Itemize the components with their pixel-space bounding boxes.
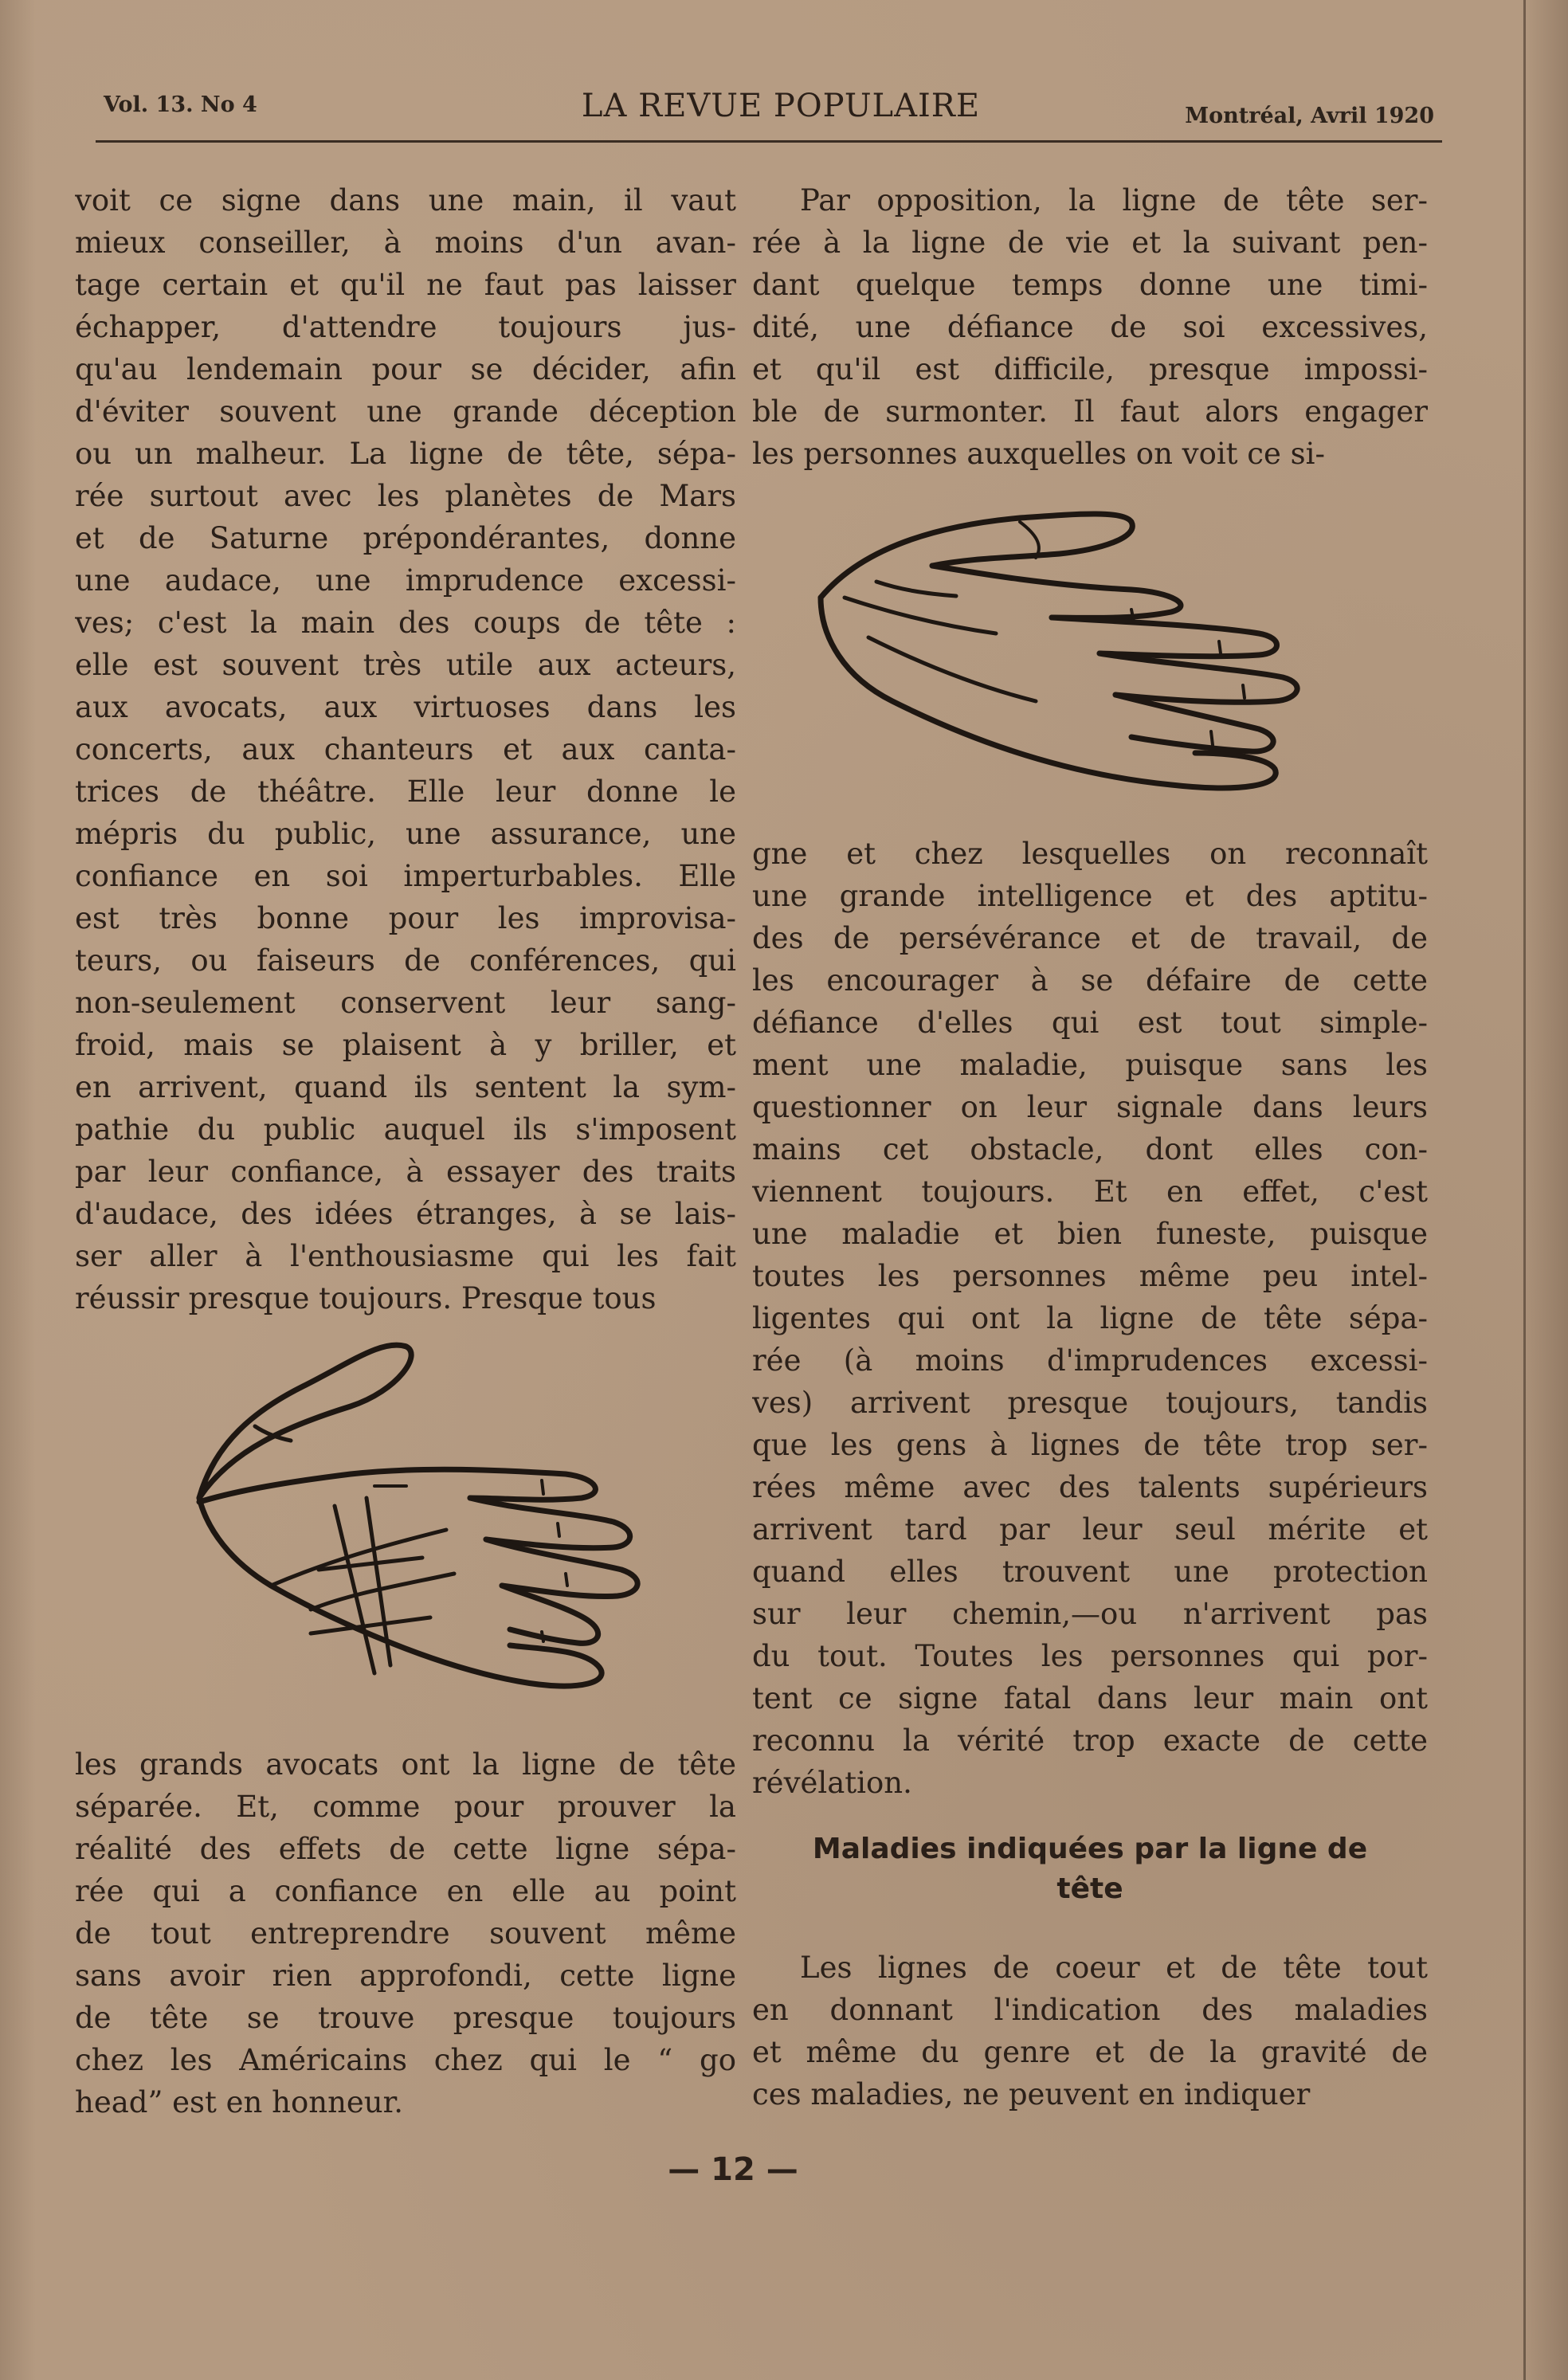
- text-line: quand elles trouvent une protection: [752, 1555, 1428, 1589]
- right-column-text-1: [752, 179, 1428, 475]
- right-column-text-3: [752, 1947, 1428, 2115]
- text-line: défiance d'elles qui est tout simple-: [752, 1006, 1428, 1040]
- text-line: une audace, une imprudence excessi-: [75, 563, 736, 598]
- text-line: concerts, aux chanteurs et aux canta-: [75, 732, 736, 767]
- palm-illustration-separated-head-line: [167, 1331, 725, 1705]
- page-edge-line: [1523, 0, 1526, 2380]
- text-line: et de Saturne prépondérantes, donne: [75, 521, 736, 555]
- volume-label: Vol. 13. No 4: [104, 92, 257, 117]
- page-header: [96, 88, 1442, 135]
- text-line: que les gens à lignes de tête trop ser-: [752, 1428, 1428, 1462]
- text-line: ces maladies, ne peuvent en indiquer: [752, 2077, 1311, 2111]
- text-line: froid, mais se plaisent à y briller, et: [75, 1028, 736, 1062]
- text-line: d'éviter souvent une grande déception: [75, 394, 736, 429]
- place-date: Montréal, Avril 1920: [1185, 104, 1434, 128]
- text-line: dité, une défiance de soi excessives,: [752, 310, 1428, 344]
- header-rule: [96, 140, 1442, 143]
- text-line: rée qui a confiance en elle au point: [75, 1874, 736, 1908]
- section-heading: [752, 1829, 1428, 1909]
- text-line: qu'au lendemain pour se décider, afin: [75, 352, 736, 386]
- right-column-text-2: [752, 833, 1428, 1804]
- page-right-shadow: [1520, 0, 1568, 2380]
- text-line: viennent toujours. Et en effet, c'est: [752, 1174, 1428, 1209]
- section-heading-line-2: tête: [1056, 1872, 1123, 1905]
- text-line: une grande intelligence et des aptitu-: [752, 879, 1428, 913]
- text-line: rée surtout avec les planètes de Mars: [75, 479, 736, 513]
- text-line: non-seulement conservent leur sang-: [75, 986, 736, 1020]
- text-line: mieux conseiller, à moins d'un avan-: [75, 225, 736, 260]
- text-line: rées même avec des talents supérieurs: [752, 1470, 1428, 1504]
- text-line: ble de surmonter. Il faut alors engager: [752, 394, 1428, 429]
- page-number: — 12 —: [668, 2151, 798, 2188]
- text-line: trices de théâtre. Elle leur donne le: [75, 774, 736, 809]
- text-line: d'audace, des idées étranges, à se lais-: [75, 1197, 736, 1231]
- text-line: les grands avocats ont la ligne de tête: [75, 1747, 736, 1782]
- text-line: et même du genre et de la gravité de: [752, 2035, 1428, 2069]
- text-line: Par opposition, la ligne de tête ser-: [800, 183, 1428, 218]
- text-line: dant quelque temps donne une timi-: [752, 268, 1428, 302]
- text-line: ou un malheur. La ligne de tête, sépa-: [75, 437, 736, 471]
- text-line: confiance en soi imperturbables. Elle: [75, 859, 736, 893]
- section-heading-line-1: Maladies indiquées par la ligne de: [812, 1833, 1368, 1865]
- text-line: réussir presque toujours. Presque tous: [75, 1281, 657, 1315]
- text-line: rée (à moins d'imprudences excessi-: [752, 1343, 1428, 1378]
- text-line: gne et chez lesquelles on reconnaît: [752, 837, 1428, 871]
- text-line: elle est souvent très utile aux acteurs,: [75, 648, 736, 682]
- text-line: les personnes auxquelles on voit ce si-: [752, 437, 1326, 471]
- text-line: les encourager à se défaire de cette: [752, 963, 1428, 998]
- text-line: arrivent tard par leur seul mérite et: [752, 1512, 1428, 1547]
- text-line: séparée. Et, comme pour prouver la: [75, 1790, 736, 1824]
- text-line: ves) arrivent presque toujours, tandis: [752, 1386, 1428, 1420]
- text-line: sur leur chemin,—ou n'arrivent pas: [752, 1597, 1428, 1631]
- text-line: ligentes qui ont la ligne de tête sépa-: [752, 1301, 1428, 1335]
- text-line: sans avoir rien approfondi, cette ligne: [75, 1959, 736, 1993]
- text-line: de tout entreprendre souvent même: [75, 1916, 736, 1951]
- text-line: est très bonne pour les improvisa-: [75, 901, 736, 935]
- text-line: révélation.: [752, 1766, 912, 1800]
- text-line: par leur confiance, à essayer des traits: [75, 1155, 736, 1189]
- text-line: ves; c'est la main des coups de tête :: [75, 606, 736, 640]
- palm-illustration-tight-head-line: [797, 478, 1418, 813]
- text-line: aux avocats, aux virtuoses dans les: [75, 690, 736, 724]
- text-line: chez les Américains chez qui le “ go: [75, 2043, 736, 2077]
- text-line: questionner on leur signale dans leurs: [752, 1090, 1428, 1124]
- page-left-shadow: [0, 0, 36, 2380]
- text-line: Les lignes de coeur et de tête tout: [800, 1951, 1428, 1985]
- text-line: rée à la ligne de vie et la suivant pen-: [752, 225, 1428, 260]
- text-line: en donnant l'indication des maladies: [752, 1993, 1428, 2027]
- text-line: tent ce signe fatal dans leur main ont: [752, 1681, 1428, 1715]
- text-line: une maladie et bien funeste, puisque: [752, 1217, 1428, 1251]
- text-line: teurs, ou faiseurs de conférences, qui: [75, 943, 736, 978]
- text-line: de tête se trouve presque toujours: [75, 2001, 736, 2035]
- text-line: en arrivent, quand ils sentent la sym-: [75, 1070, 736, 1104]
- text-line: toutes les personnes même peu intel-: [752, 1259, 1428, 1293]
- text-line: échapper, d'attendre toujours jus-: [75, 310, 736, 344]
- magazine-title: LA REVUE POPULAIRE: [581, 88, 981, 124]
- text-line: réalité des effets de cette ligne sépa-: [75, 1832, 736, 1866]
- text-line: ser aller à l'enthousiasme qui les fait: [75, 1239, 736, 1273]
- left-column-text-2: [75, 1743, 736, 2123]
- text-line: mains cet obstacle, dont elles con-: [752, 1132, 1428, 1166]
- text-line: du tout. Toutes les personnes qui por-: [752, 1639, 1428, 1673]
- left-column-text-1: [75, 179, 736, 1319]
- text-line: tage certain et qu'il ne faut pas laisser: [75, 268, 736, 302]
- text-line: mépris du public, une assurance, une: [75, 817, 736, 851]
- text-line: reconnu la vérité trop exacte de cette: [752, 1723, 1428, 1758]
- text-line: head” est en honneur.: [75, 2085, 404, 2119]
- text-line: et qu'il est difficile, presque impossi-: [752, 352, 1428, 386]
- text-line: voit ce signe dans une main, il vaut: [75, 183, 736, 218]
- text-line: ment une maladie, puisque sans les: [752, 1048, 1428, 1082]
- text-line: pathie du public auquel ils s'imposent: [75, 1112, 736, 1147]
- text-line: des de persévérance et de travail, de: [752, 921, 1428, 955]
